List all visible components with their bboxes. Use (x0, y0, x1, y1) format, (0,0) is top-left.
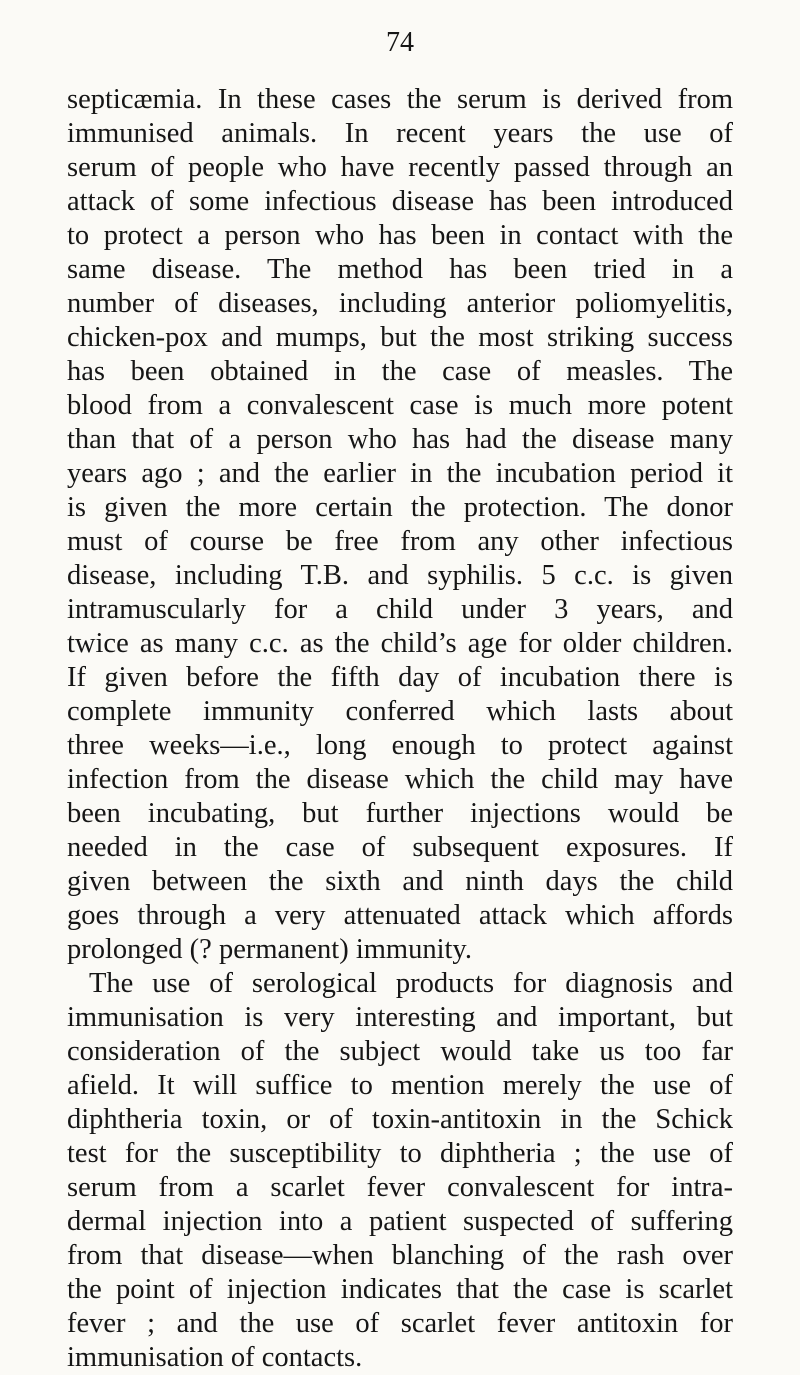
text-line: than that of a person who has had the disease many (67, 424, 733, 455)
text-line: septicæmia. In these cases the serum is derived from (67, 84, 733, 115)
text-line: the point of injection indicates that the case is scarlet (67, 1274, 733, 1305)
text-line: goes through a very attenuated attack which affords (67, 900, 733, 931)
text-line: afield. It will suffice to mention merely the use of (67, 1070, 733, 1101)
text-line: If given before the fifth day of incubation there is (67, 662, 733, 693)
text-line: must of course be free from any other infectious (67, 526, 733, 557)
text-line: three weeks—i.e., long enough to protect against (67, 730, 733, 761)
text-line: blood from a convalescent case is much more potent (67, 390, 733, 421)
text-line: fever ; and the use of scarlet fever antitoxin for (67, 1308, 733, 1339)
text-line: disease, including T.B. and syphilis. 5 c.c. is given (67, 560, 733, 591)
text-line: The use of serological products for diagnosis and (89, 968, 733, 999)
text-line: from that disease—when blanching of the rash over (67, 1240, 733, 1271)
text-line: immunised animals. In recent years the use of (67, 118, 733, 149)
text-line: serum of people who have recently passed through an (67, 152, 733, 183)
text-line: consideration of the subject would take us too far (67, 1036, 733, 1067)
text-line: serum from a scarlet fever convalescent for intra- (67, 1172, 733, 1203)
text-line: needed in the case of subsequent exposures. If (67, 832, 733, 863)
body-text (67, 83, 733, 1375)
text-line: to protect a person who has been in contact with the (67, 220, 733, 251)
page-number: 74 (386, 27, 414, 58)
text-line: infection from the disease which the child may have (67, 764, 733, 795)
text-line: is given the more certain the protection. The donor (67, 492, 733, 523)
text-line: test for the susceptibility to diphtheria ; the use of (67, 1138, 733, 1169)
text-line: intramuscularly for a child under 3 years, and (67, 594, 733, 625)
text-line: chicken-pox and mumps, but the most striking success (67, 322, 733, 353)
text-line: number of diseases, including anterior poliomyelitis, (67, 288, 733, 319)
text-line: dermal injection into a patient suspected of suffering (67, 1206, 733, 1237)
text-line: twice as many c.c. as the child’s age for older children. (67, 628, 733, 659)
text-line: has been obtained in the case of measles. The (67, 356, 733, 387)
text-line: complete immunity conferred which lasts about (67, 696, 733, 727)
text-line: same disease. The method has been tried in a (67, 254, 733, 285)
text-line: attack of some infectious disease has been introduced (67, 186, 733, 217)
text-line: been incubating, but further injections would be (67, 798, 733, 829)
text-line: years ago ; and the earlier in the incubation period it (67, 458, 733, 489)
text-line: given between the sixth and ninth days the child (67, 866, 733, 897)
text-line: prolonged (? permanent) immunity. (67, 934, 472, 965)
text-line: immunisation of contacts. (67, 1342, 363, 1373)
text-line: diphtheria toxin, or of toxin-antitoxin in the Schick (67, 1104, 733, 1135)
text-line: immunisation is very interesting and important, but (67, 1002, 733, 1033)
